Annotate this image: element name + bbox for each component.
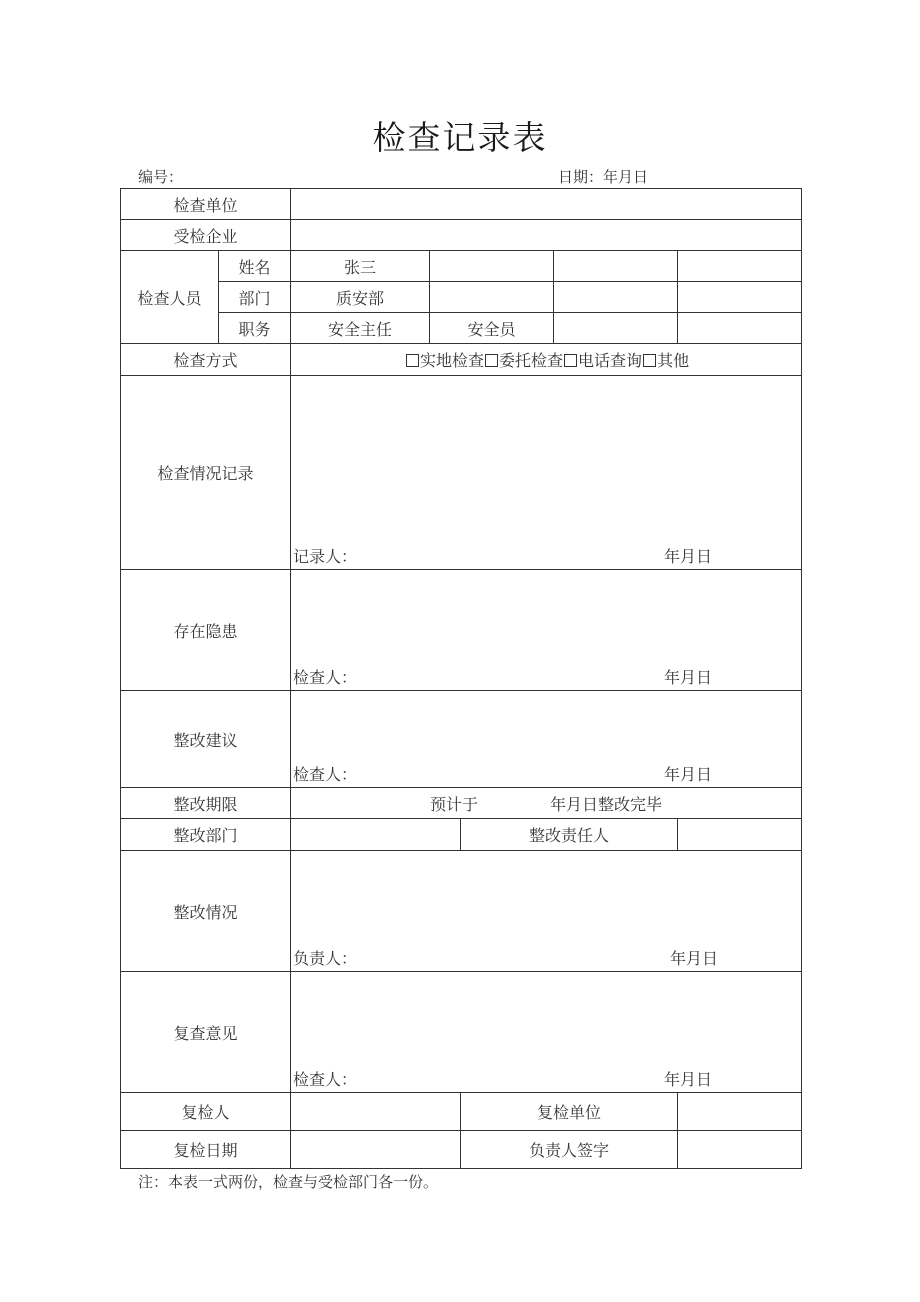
review-date-field[interactable] — [291, 1131, 461, 1169]
inspection-method-label: 检查方式 — [121, 344, 291, 376]
review-opinion-area[interactable] — [291, 972, 802, 1093]
inspector-name-cell[interactable] — [430, 251, 554, 282]
checkbox-icon[interactable] — [406, 354, 419, 367]
checkbox-icon[interactable] — [564, 354, 577, 367]
inspector-name-cell[interactable]: 张三 — [291, 251, 430, 282]
inspector-position-label: 职务 — [219, 313, 291, 344]
inspector-dept-cell[interactable] — [554, 282, 678, 313]
responsible-date-label: 年月日 — [670, 949, 719, 968]
footnote: 注：本表一式两份，检查与受检部门各一份。 — [138, 1173, 439, 1191]
rectification-suggestion-label: 整改建议 — [121, 691, 291, 788]
checkbox-icon[interactable] — [485, 354, 498, 367]
inspector-date-label: 年月日 — [664, 765, 713, 784]
inspection-record-label: 检查情况记录 — [121, 376, 291, 570]
inspector-position-cell[interactable] — [554, 313, 678, 344]
rectification-responsible-field[interactable] — [678, 819, 802, 851]
form-date-label: 日期：年月日 — [558, 168, 649, 186]
inspector-position-cell[interactable]: 安全员 — [430, 313, 554, 344]
inspection-record-area[interactable] — [291, 376, 802, 570]
inspector-date-label: 年月日 — [664, 1070, 713, 1089]
checkbox-icon[interactable] — [643, 354, 656, 367]
recorder-signature-label: 记录人： — [293, 547, 358, 566]
inspector-signature-label: 检查人： — [293, 1070, 358, 1089]
rectification-status-area[interactable] — [291, 851, 802, 972]
responsible-signature-label: 负责人： — [293, 949, 358, 968]
inspector-signature-label: 检查人： — [293, 765, 358, 784]
inspection-method-options — [291, 344, 802, 376]
inspector-name-cell[interactable] — [678, 251, 802, 282]
page-title: 检查记录表 — [372, 118, 548, 157]
hazards-area[interactable] — [291, 570, 802, 691]
method-option-phone: 电话查询 — [578, 351, 643, 370]
method-option-other: 其他 — [657, 351, 690, 370]
inspected-company-label: 受检企业 — [121, 220, 291, 251]
inspection-unit-field[interactable] — [291, 189, 802, 220]
inspector-dept-cell[interactable] — [430, 282, 554, 313]
deadline-prefix: 预计于 — [430, 794, 479, 814]
deadline-suffix: 年月日整改完毕 — [550, 794, 663, 814]
reviewer-label: 复检人 — [121, 1093, 291, 1131]
rectification-dept-field[interactable] — [291, 819, 461, 851]
inspector-position-cell[interactable] — [678, 313, 802, 344]
inspector-position-cell[interactable]: 安全主任 — [291, 313, 430, 344]
inspector-date-label: 年月日 — [664, 668, 713, 687]
inspectors-label: 检查人员 — [121, 251, 219, 344]
review-unit-label: 复检单位 — [461, 1093, 678, 1131]
inspected-company-field[interactable] — [291, 220, 802, 251]
method-option-entrusted: 委托检查 — [499, 351, 564, 370]
rectification-status-label: 整改情况 — [121, 851, 291, 972]
rectification-deadline-label: 整改期限 — [121, 788, 291, 819]
recorder-date-label: 年月日 — [664, 547, 713, 566]
responsible-signature-cell-label: 负责人签字 — [461, 1131, 678, 1169]
review-date-label: 复检日期 — [121, 1131, 291, 1169]
review-opinion-label: 复查意见 — [121, 972, 291, 1093]
rectification-responsible-label: 整改责任人 — [461, 819, 678, 851]
inspector-name-cell[interactable] — [554, 251, 678, 282]
rectification-suggestion-area[interactable] — [291, 691, 802, 788]
inspector-dept-cell[interactable]: 质安部 — [291, 282, 430, 313]
inspection-record-table — [120, 188, 802, 1169]
responsible-signature-field[interactable] — [678, 1131, 802, 1169]
inspector-dept-label: 部门 — [219, 282, 291, 313]
method-option-onsite: 实地检查 — [420, 351, 485, 370]
reviewer-field[interactable] — [291, 1093, 461, 1131]
inspection-unit-label: 检查单位 — [121, 189, 291, 220]
rectification-dept-label: 整改部门 — [121, 819, 291, 851]
inspector-dept-cell[interactable] — [678, 282, 802, 313]
form-number-label: 编号： — [138, 168, 184, 186]
review-unit-field[interactable] — [678, 1093, 802, 1131]
hazards-label: 存在隐患 — [121, 570, 291, 691]
inspector-name-label: 姓名 — [219, 251, 291, 282]
inspector-signature-label: 检查人： — [293, 668, 358, 687]
rectification-deadline-field[interactable] — [291, 788, 802, 819]
